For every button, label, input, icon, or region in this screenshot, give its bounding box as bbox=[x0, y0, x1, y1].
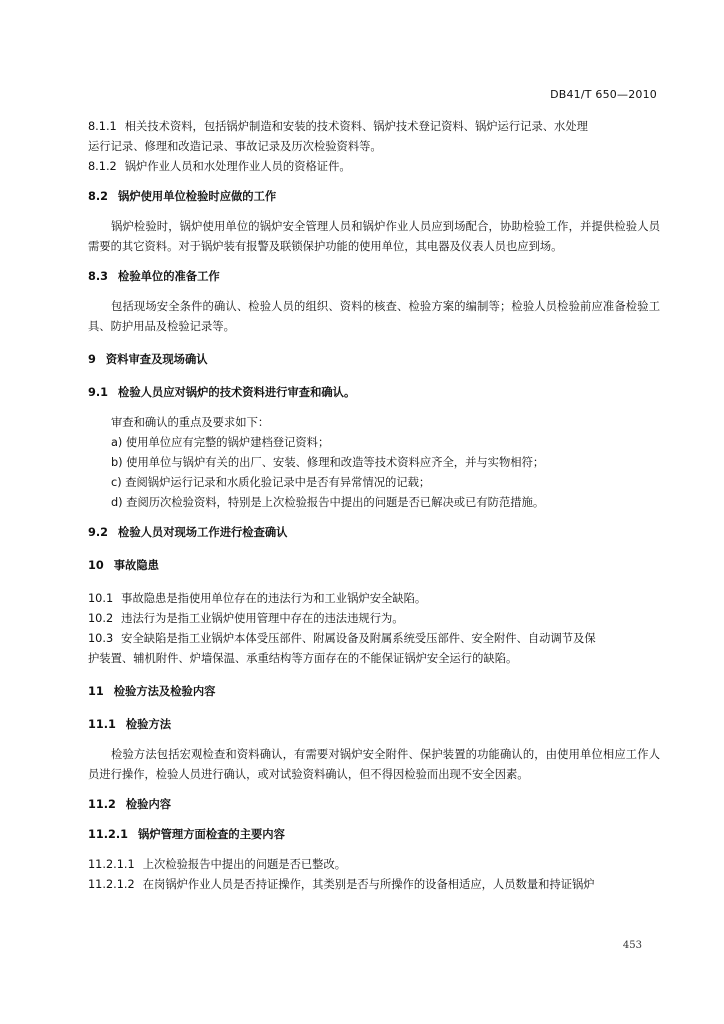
clause-number: 10.3 bbox=[88, 632, 114, 645]
clause-8-1-1 bbox=[88, 117, 660, 137]
heading-9 bbox=[88, 350, 660, 370]
heading-10 bbox=[88, 556, 660, 576]
heading-number: 11.2.1 bbox=[88, 828, 129, 841]
page-number: 453 bbox=[622, 940, 642, 951]
clause-number: 11.2.1.2 bbox=[88, 878, 135, 891]
heading-title: 检验内容 bbox=[125, 798, 172, 811]
clause-number: 10.2 bbox=[88, 612, 114, 625]
heading-number: 10 bbox=[88, 559, 104, 572]
paragraph-11-1: 检验方法包括宏观检查和资料确认，有需要对锅炉安全附件、保护装置的功能确认的，由使用单位相应工作人员进行操作，检验人员进行确认，或对试验资料确认，但不得因检验而出现不安全因素。 bbox=[88, 748, 660, 781]
clause-10-3 bbox=[88, 629, 660, 649]
clause-10-3-continued: 护装置、辅机附件、炉墙保温、承重结构等方面存在的不能保证锅炉安全运行的缺陷。 bbox=[88, 652, 518, 665]
heading-number: 8.2 bbox=[88, 190, 109, 203]
heading-title: 检验单位的准备工作 bbox=[118, 270, 220, 283]
clause-number: 11.2.1.1 bbox=[88, 858, 135, 871]
clause-11-2-1-2 bbox=[88, 875, 660, 895]
list-intro: 审查和确认的重点及要求如下： bbox=[111, 416, 270, 429]
list-item: d) 查阅历次检验资料，特别是上次检验报告中提出的问题是否已解决或已有防范措施。 bbox=[111, 496, 545, 509]
heading-number: 9 bbox=[88, 353, 96, 366]
heading-11-2-1 bbox=[88, 825, 660, 845]
heading-title: 事故隐患 bbox=[113, 559, 159, 572]
paragraph-8-3: 包括现场安全条件的确认、检验人员的组织、资料的核查、检验方案的编制等；检验人员检验前应准备检验工具、防护用品及检验记录等。 bbox=[88, 300, 660, 333]
heading-title: 检验人员对现场工作进行检查确认 bbox=[118, 526, 288, 539]
clause-11-2-1-1 bbox=[88, 855, 660, 875]
heading-title: 锅炉管理方面检查的主要内容 bbox=[138, 828, 285, 841]
heading-title: 检验方法 bbox=[125, 718, 172, 731]
heading-number: 9.2 bbox=[88, 526, 109, 539]
clause-text: 事故隐患是指使用单位存在的违法行为和工业锅炉安全缺陷。 bbox=[121, 592, 427, 605]
heading-title: 检验方法及检验内容 bbox=[113, 685, 216, 698]
clause-text: 违法行为是指工业锅炉使用管理中存在的违法违规行为。 bbox=[121, 612, 404, 625]
heading-title: 检验人员应对锅炉的技术资料进行审查和确认。 bbox=[118, 386, 356, 399]
clause-number: 8.1.2 bbox=[88, 160, 117, 173]
heading-number: 8.3 bbox=[88, 270, 109, 283]
clause-8-1-1-continued: 运行记录、修理和改造记录、事故记录及历次检验资料等。 bbox=[88, 140, 382, 153]
clause-text: 上次检验报告中提出的问题是否已整改。 bbox=[142, 858, 347, 871]
heading-number: 9.1 bbox=[88, 386, 109, 399]
list-item: c) 查阅锅炉运行记录和水质化验记录中是否有异常情况的记载； bbox=[111, 476, 431, 489]
standard-code: DB41/T 650—2010 bbox=[550, 88, 657, 101]
clause-text: 锅炉作业人员和水处理作业人员的资格证件。 bbox=[124, 160, 351, 173]
clause-number: 10.1 bbox=[88, 592, 114, 605]
document-body bbox=[88, 117, 660, 895]
list-item: a) 使用单位应有完整的锅炉建档登记资料； bbox=[111, 436, 330, 449]
heading-8-3 bbox=[88, 267, 660, 287]
heading-number: 11.2 bbox=[88, 798, 116, 811]
heading-title: 资料审查及现场确认 bbox=[105, 353, 208, 366]
heading-number: 11.1 bbox=[88, 718, 116, 731]
heading-8-2 bbox=[88, 187, 660, 207]
list-item: b) 使用单位与锅炉有关的出厂、安装、修理和改造等技术资料应齐全，并与实物相符； bbox=[111, 456, 545, 469]
clause-10-1 bbox=[88, 589, 660, 609]
clause-10-2 bbox=[88, 609, 660, 629]
heading-9-2 bbox=[88, 523, 660, 543]
clause-number: 8.1.1 bbox=[88, 120, 117, 133]
heading-9-1 bbox=[88, 383, 660, 403]
clause-text: 安全缺陷是指工业锅炉本体受压部件、附属设备及附属系统受压部件、安全附件、自动调节及保 bbox=[121, 632, 596, 645]
heading-11 bbox=[88, 682, 660, 702]
heading-title: 锅炉使用单位检验时应做的工作 bbox=[118, 190, 277, 203]
clause-text: 在岗锅炉作业人员是否持证操作，其类别是否与所操作的设备相适应，人员数量和持证锅炉 bbox=[142, 878, 595, 891]
heading-11-2 bbox=[88, 795, 660, 815]
paragraph-8-2: 锅炉检验时，锅炉使用单位的锅炉安全管理人员和锅炉作业人员应到场配合，协助检验工作，并提供检验人员需要的其它资料。对于锅炉装有报警及联锁保护功能的使用单位，其电器及仪表人员也应到场。 bbox=[88, 220, 660, 253]
clause-8-1-2 bbox=[88, 157, 660, 177]
heading-11-1 bbox=[88, 715, 660, 735]
heading-number: 11 bbox=[88, 685, 104, 698]
clause-text: 相关技术资料，包括锅炉制造和安装的技术资料、锅炉技术登记资料、锅炉运行记录、水处理 bbox=[124, 120, 588, 133]
